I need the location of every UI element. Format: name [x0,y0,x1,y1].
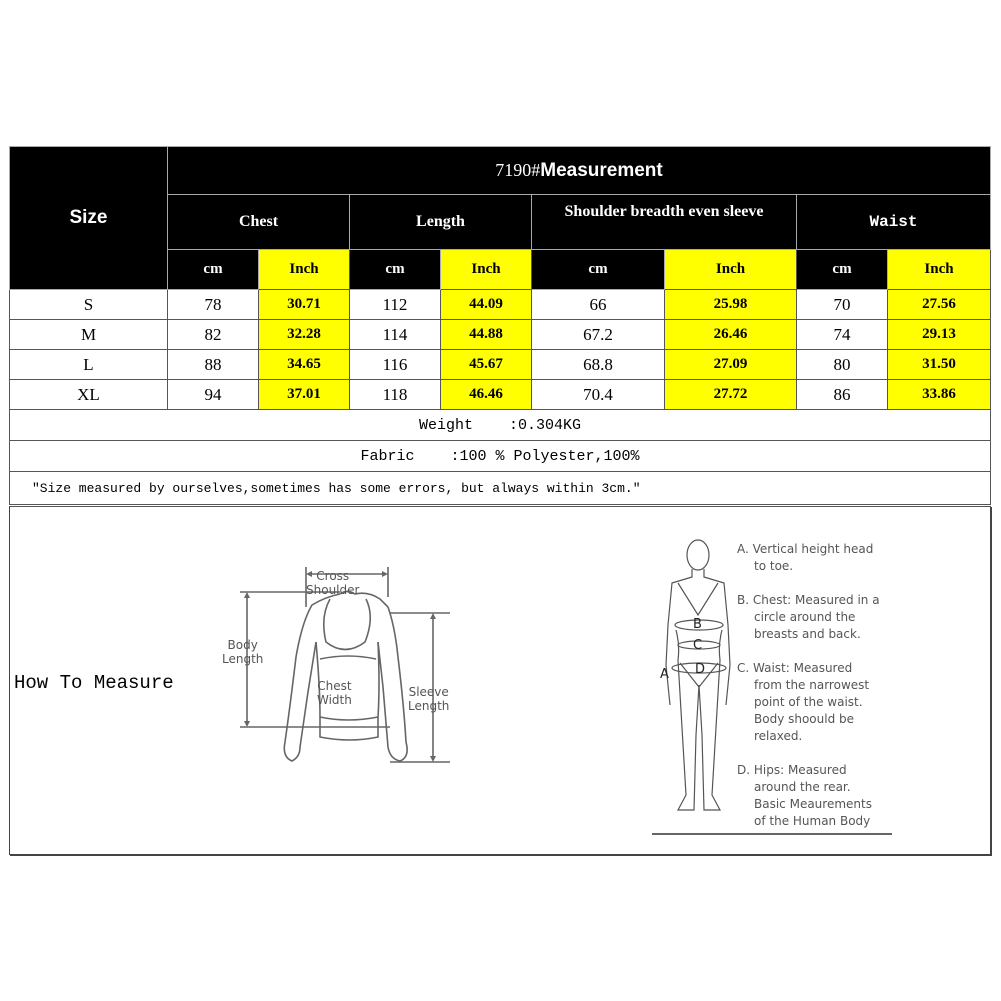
cell: 70 [797,290,888,320]
cell: 82 [168,320,259,350]
cell: 27.56 [888,290,991,320]
cell: 29.13 [888,320,991,350]
marker-d: D [695,662,706,677]
how-to-measure-section [9,506,991,855]
unit-cm: cm [532,250,665,290]
cell: 67.2 [532,320,665,350]
cell: 30.71 [259,290,350,320]
cell: 27.09 [665,350,797,380]
group-chest: Chest [168,195,350,250]
cell: 25.98 [665,290,797,320]
unit-inch: Inch [441,250,532,290]
cell: 78 [168,290,259,320]
chest-width-label: Chest Width [317,679,352,707]
cell: 44.09 [441,290,532,320]
cell: 34.65 [259,350,350,380]
cell: 116 [350,350,441,380]
cell: 74 [797,320,888,350]
table-row [10,350,991,380]
marker-c: C [693,638,703,653]
marker-b: B [693,617,702,632]
marker-a: A [660,667,669,682]
cell: 114 [350,320,441,350]
cell: 26.46 [665,320,797,350]
cross-shoulder-label: Cross Shoulder [306,569,360,597]
group-waist: Waist [797,195,991,250]
size-cell: M [10,320,168,350]
cell: 27.72 [665,380,797,410]
sleeve-length-label: Sleeve Length [408,685,450,713]
size-chart-table [9,146,991,505]
cell: 68.8 [532,350,665,380]
cell: 112 [350,290,441,320]
table-row [10,290,991,320]
table-title: 7190#Measurement [168,147,991,195]
cell: 37.01 [259,380,350,410]
measurement-note: "Size measured by ourselves,sometimes has some errors, but always within 3cm." [10,472,991,505]
table-row [10,320,991,350]
weight-info: Weight :0.304KG [10,410,991,441]
cell: 80 [797,350,888,380]
size-cell: XL [10,380,168,410]
cell: 33.86 [888,380,991,410]
table-row [10,380,991,410]
group-shoulder: Shoulder breadth even sleeve [532,195,797,250]
cell: 94 [168,380,259,410]
cell: 31.50 [888,350,991,380]
unit-inch: Inch [259,250,350,290]
cell: 86 [797,380,888,410]
unit-inch: Inch [665,250,797,290]
group-length: Length [350,195,532,250]
cell: 88 [168,350,259,380]
size-cell: L [10,350,168,380]
unit-cm: cm [168,250,259,290]
body-length-label: Body Length [222,638,264,666]
body-measurement-notes: A. Vertical height head to toe. B. Chest: Measured in a circle around the breasts and back. C. Waist: Measured from the narrowest point of the waist. Body shoould be relaxed. D. Hips: Measured around the rear. Basic Meaurements of the Human Body [737,542,880,828]
cell: 70.4 [532,380,665,410]
size-cell: S [10,290,168,320]
cell: 45.67 [441,350,532,380]
unit-cm: cm [797,250,888,290]
cell: 44.88 [441,320,532,350]
unit-cm: cm [350,250,441,290]
cell: 32.28 [259,320,350,350]
size-header: Size [10,147,168,290]
cell: 66 [532,290,665,320]
cell: 118 [350,380,441,410]
fabric-info: Fabric :100 % Polyester,100% [10,441,991,472]
how-to-measure-label: How To Measure [14,672,174,694]
unit-inch: Inch [888,250,991,290]
cell: 46.46 [441,380,532,410]
